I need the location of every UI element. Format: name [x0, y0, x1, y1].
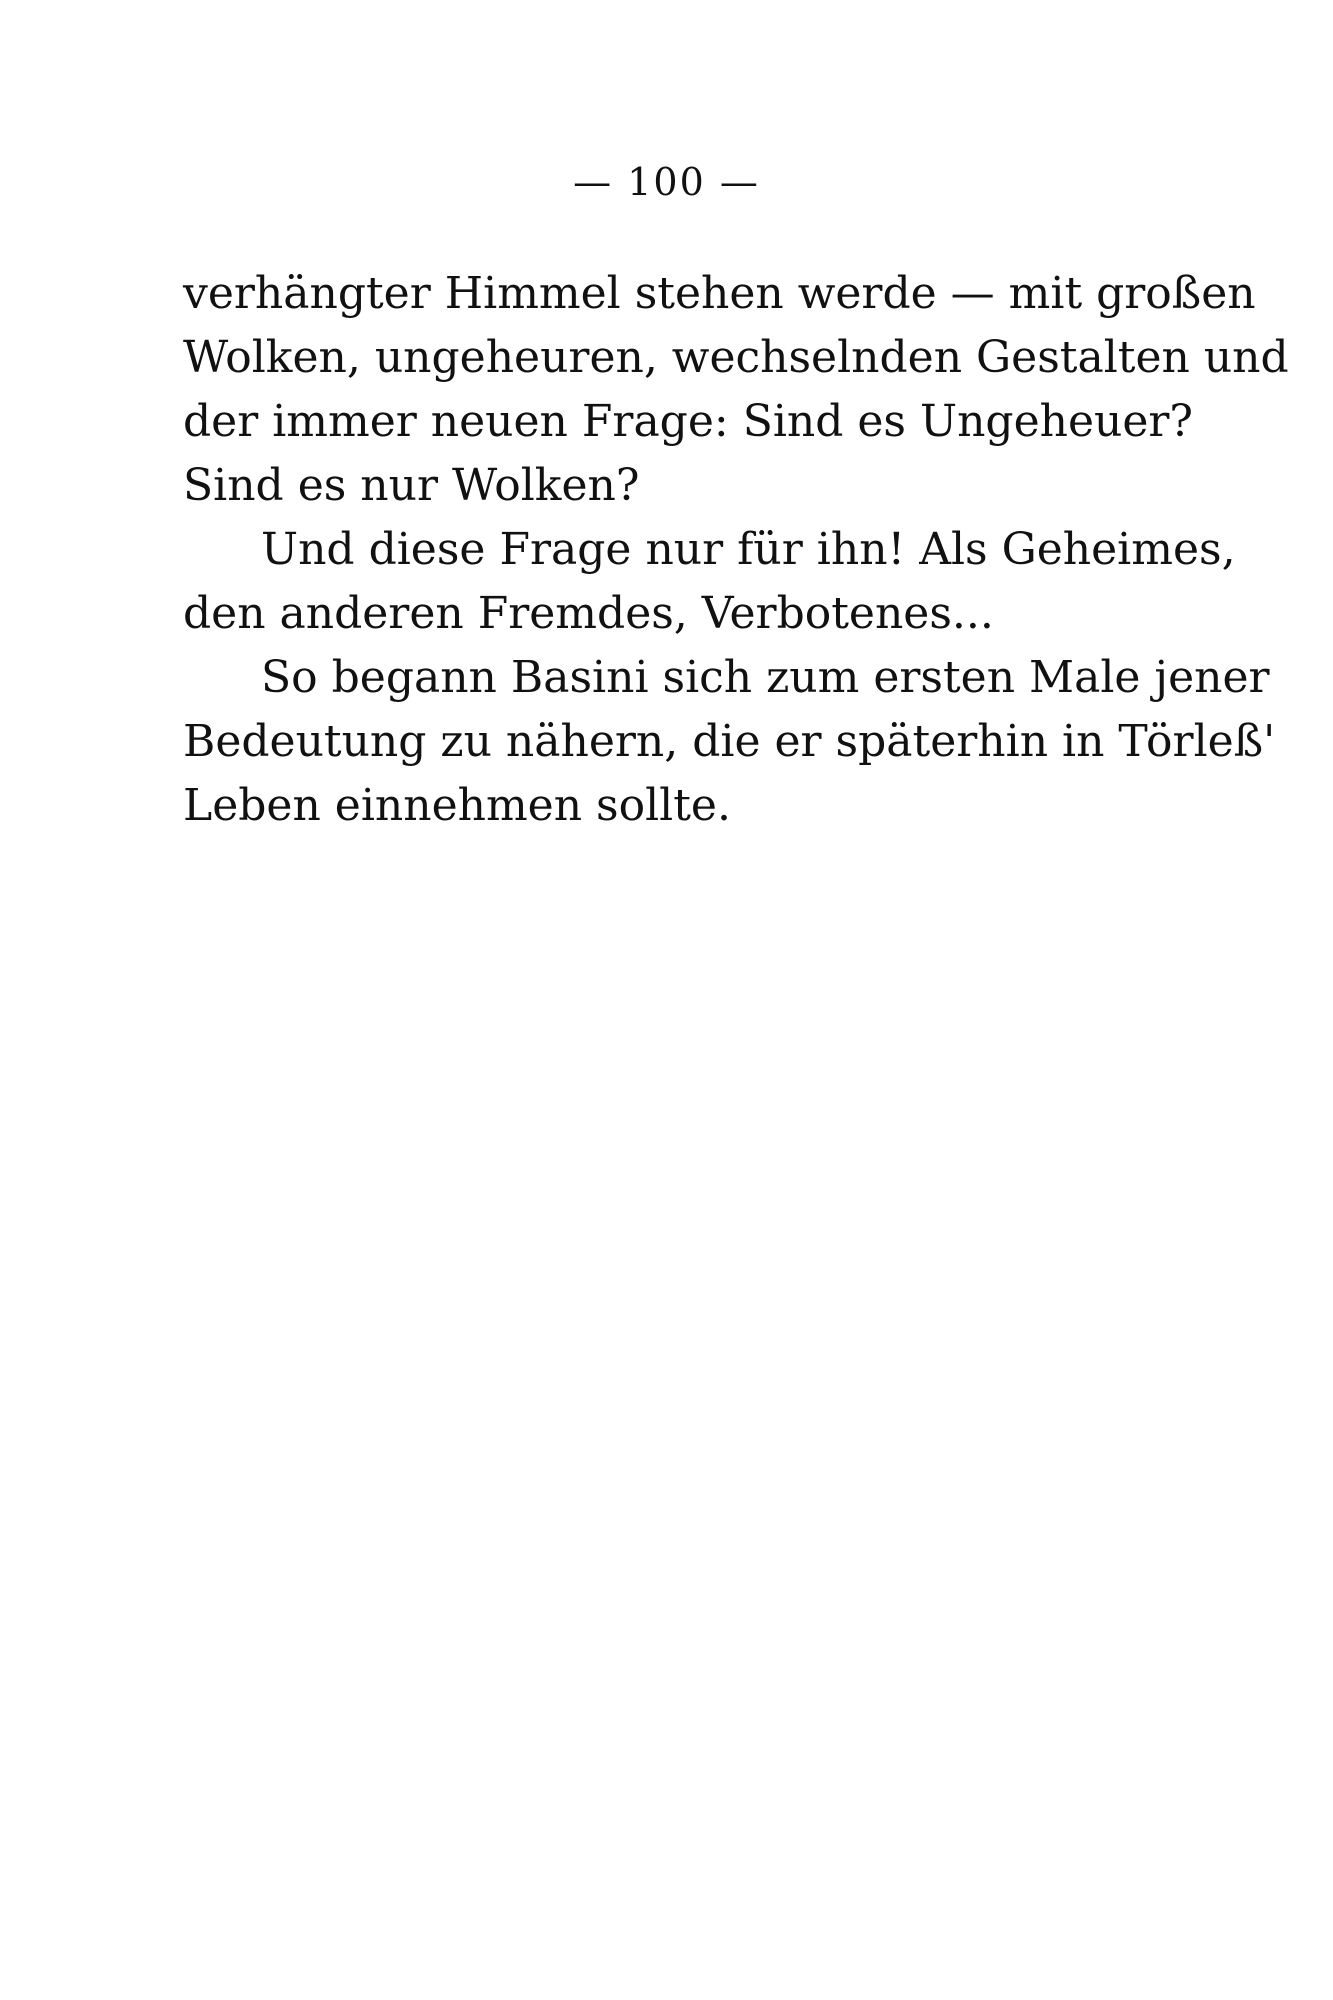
page-number: — 100 — — [573, 160, 760, 204]
text-line: den anderen Fremdes, Verbotenes... — [183, 588, 994, 639]
text-line: So begann Basini sich zum ersten Male jener — [261, 652, 1270, 703]
text-line: Wolken, ungeheuren, wechselnden Gestalten und — [183, 332, 1289, 383]
text-line: verhängter Himmel stehen werde — mit großen — [183, 268, 1256, 319]
body-text — [183, 262, 1289, 838]
text-line: Sind es nur Wolken? — [183, 460, 640, 511]
text-line: Leben einnehmen sollte. — [183, 780, 731, 831]
text-line: der immer neuen Frage: Sind es Ungeheuer? — [183, 396, 1194, 447]
text-line: Und diese Frage nur für ihn! Als Geheimes, — [261, 524, 1236, 575]
text-line: Bedeutung zu nähern, die er späterhin in Törleß' — [183, 716, 1276, 767]
